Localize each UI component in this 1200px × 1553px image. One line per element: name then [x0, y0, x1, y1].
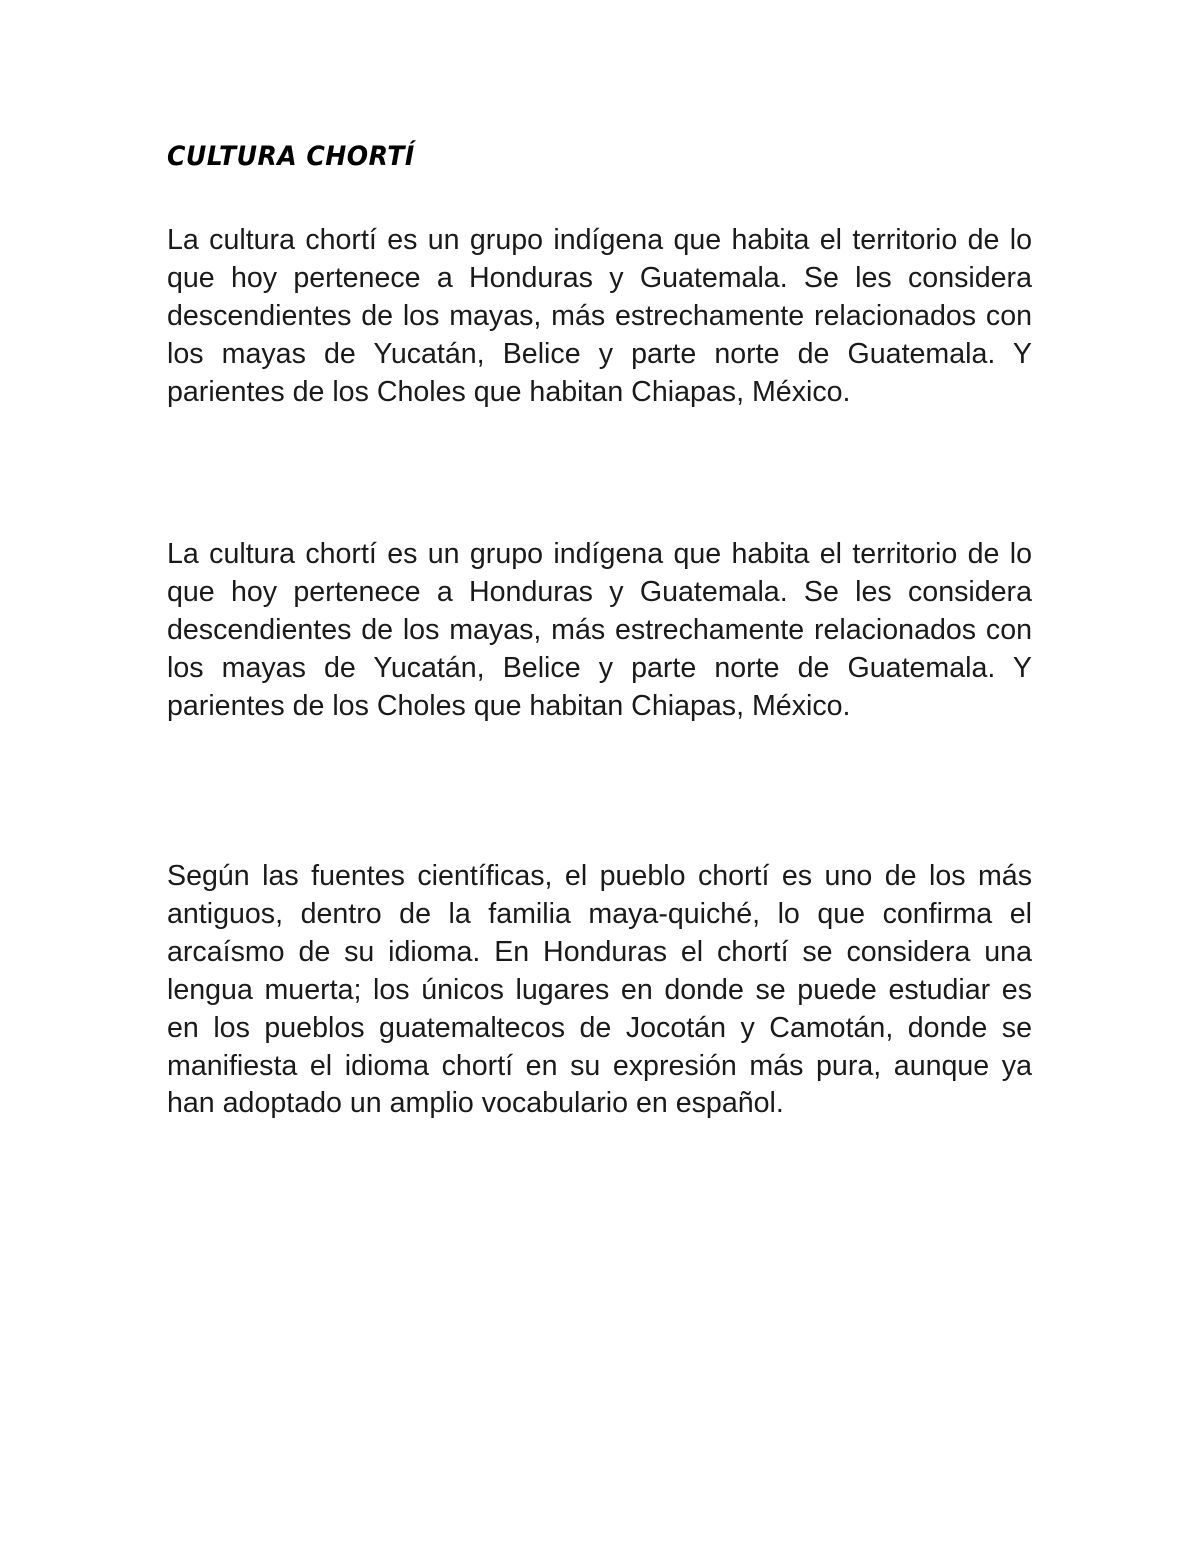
document-title: CULTURA CHORTÍ [167, 141, 415, 172]
paragraph-intro: La cultura chortí es un grupo indígena que habita el territorio de lo que hoy pertenece a Honduras y Guatemala. Se les considera descendientes de los mayas, más estrechamente relacionados con los mayas de Yucatán, Belice y parte norte de Guatemala. Y parientes de los Choles que habitan Chiapas, México. [167, 224, 1032, 408]
paragraph-intro-repeat: La cultura chortí es un grupo indígena que habita el territorio de lo que hoy pertenece a Honduras y Guatemala. Se les considera descendientes de los mayas, más estrechamente relacionados con los mayas de Yucatán, Belice y parte norte de Guatemala. Y parientes de los Choles que habitan Chiapas, México. [167, 538, 1032, 722]
paragraph-language: Según las fuentes científicas, el pueblo chortí es uno de los más antiguos, dentro de la familia maya-quiché, lo que confirma el arcaísmo de su idioma. En Honduras el chortí se considera una lengua muerta; los únicos lugares en donde se puede estudiar es en los pueblos guatemaltecos de Jocotán y Camotán, donde se manifiesta el idioma chortí en su expresión más pura, aunque ya han adoptado un amplio vocabulario en español. [167, 860, 1032, 1120]
